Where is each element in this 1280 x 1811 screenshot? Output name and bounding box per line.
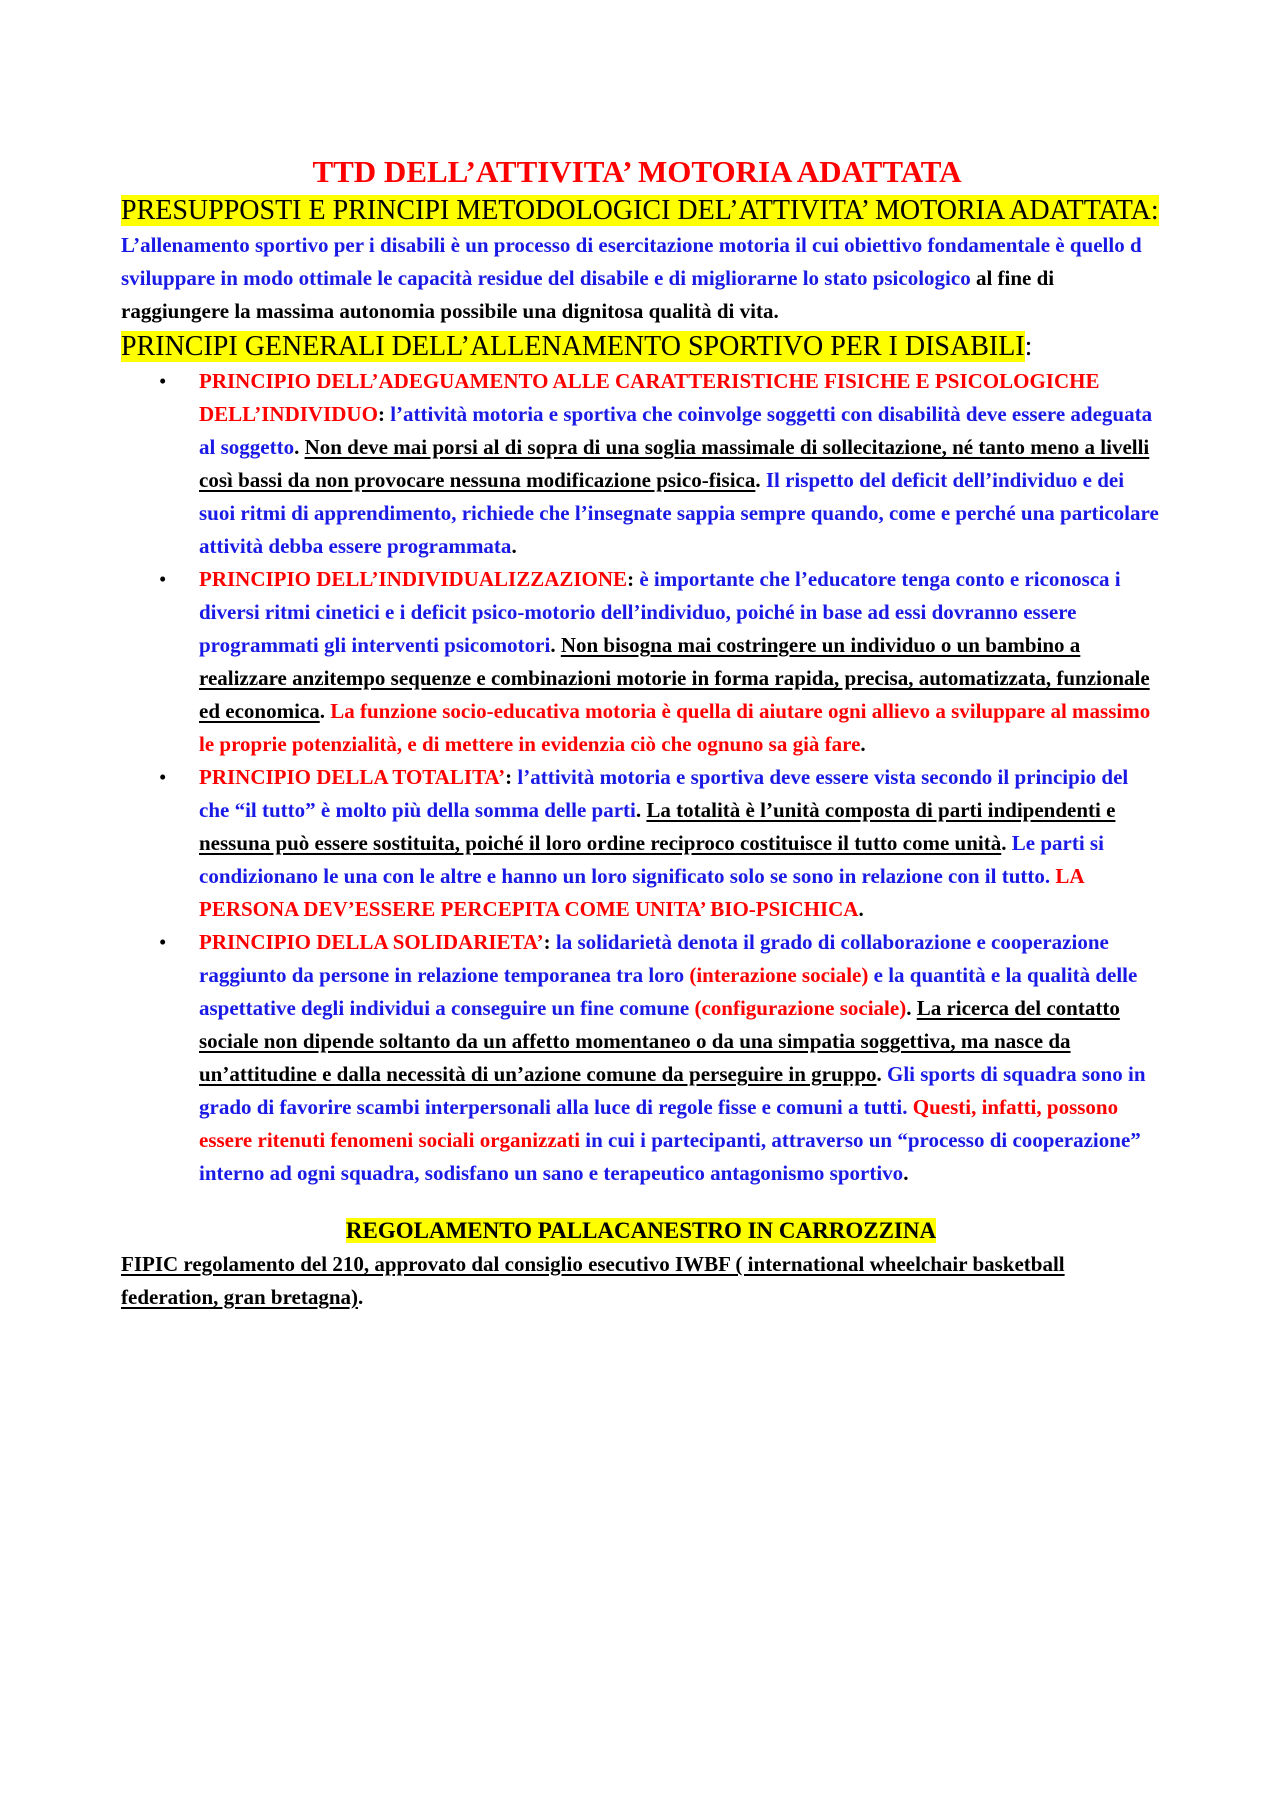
punctuation: : [543,930,556,954]
principle-emphasis: Questi, infatti, possono essere ritenuti fenomeni sociali organizzati [199,1095,1119,1152]
principle-description: l’attività motoria e sportiva deve essere vista secondo il principio del che “il tutto” è molto più della somma delle parti [199,765,1129,822]
principle-description: è importante che l’educatore tenga conto e riconosca i diversi ritmi cinetici e i deficit psico-motorio dell’individuo, poiché in base ad essi dovranno essere programmati gli interventi psicomotori [199,567,1121,657]
punctuation: . [550,633,561,657]
bullet-icon: • [159,765,167,789]
heading-presupposti-text: PRESUPPOSTI E PRINCIPI METODOLOGICI DEL’ATTIVITA’ MOTORIA ADATTATA: [121,195,1159,226]
principle-emphasis: LA PERSONA DEV’ESSERE PERCEPITA COME UNITA’ BIO-PSICHICA [199,864,1084,921]
heading-principi-generali [121,328,1161,365]
principle-detail: La funzione socio-educativa motoria è quella di aiutare ogni allievo a sviluppare al massimo le proprie potenzialità, e di mettere in evidenzia ciò che ognuno sa già fare [199,699,1151,756]
punctuation: . [858,897,864,921]
heading-principi-generali-text: PRINCIPI GENERALI DELL’ALLENAMENTO SPORTIVO PER I DISABILI [121,331,1025,362]
principle-description: l’attività motoria e sportiva che coinvolge soggetti con disabilità deve essere adeguata al soggetto [199,402,1153,459]
principle-term: (configurazione sociale) [694,996,907,1020]
underlined-statement: La ricerca del contatto sociale non dipende soltanto da un affetto momentaneo o da una simpatia soggettiva, ma nasce da un’attitudine e dalla necessità di un’azione comune da perseguire in gruppo [199,996,1120,1086]
document-page [121,152,1161,1314]
underlined-statement: Non bisogna mai costringere un individuo o un bambino a realizzare anzitempo sequenze e combinazioni motorie in forma rapida, precisa, automatizzata, funzionale ed economica [199,633,1150,723]
principle-detail: Le parti si condizionano le una con le altre e hanno un loro significato solo se sono in relazione con il tutto. [199,831,1104,888]
section-title-text: REGOLAMENTO PALLACANESTRO IN CARROZZINA [345,1218,937,1243]
intro-paragraph [121,229,1161,328]
punctuation: . [294,435,305,459]
principle-detail: Gli sports di squadra sono in grado di favorire scambi interpersonali alla luce di regole fisse e comuni a tutti. [199,1062,1146,1119]
section-title-regolamento [121,1214,1161,1248]
principle-title: PRINCIPIO DELL’ADEGUAMENTO ALLE CARATTERISTICHE FISICHE E PSICOLOGICHE DELL’INDIVIDUO [199,369,1100,426]
punctuation: . [860,732,866,756]
underlined-statement: La totalità è l’unità composta di parti indipendenti e nessuna può essere sostituita, poiché il loro ordine reciproco costituisce il tutto come unità [199,798,1116,855]
principle-title: PRINCIPIO DELLA SOLIDARIETA’ [199,930,544,954]
intro-black-text: al fine di raggiungere la massima autonomia possibile una dignitosa qualità di vita. [121,266,1055,323]
principle-detail-cont: in cui i partecipanti, attraverso un “processo di cooperazione” interno ad ogni squadra, sodisfano un sano e terapeutico antagonismo sportivo [199,1128,1141,1185]
heading-principi-generali-colon: : [1024,331,1033,362]
list-item [121,563,1161,761]
document-title: TTD DELL’ATTIVITA’ MOTORIA ADATTATA [312,154,962,189]
punctuation: . [1001,831,1012,855]
principle-term: (interazione sociale) [689,963,869,987]
principle-title: PRINCIPIO DELLA TOTALITA’ [199,765,506,789]
intro-blue-text: L’allenamento sportivo per i disabili è un processo di esercitazione motoria il cui obiettivo fondamentale è quello d sviluppare in modo ottimale le capacità residue del disabile e di migliorarne lo stato psicologico [121,233,1142,290]
underlined-statement: Non deve mai porsi al di sopra di una soglia massimale di sollecitazione, né tanto meno a livelli così bassi da non provocare nessuna modificazione psico-fisica [199,435,1150,492]
punctuation: . [319,699,331,723]
principle-description: la solidarietà denota il grado di collaborazione e cooperazione raggiunto da persone in relazione temporanea tra loro [199,930,1109,987]
punctuation: . [903,1161,909,1185]
bullet-icon: • [159,567,167,591]
bullet-icon: • [159,369,167,393]
principle-title: PRINCIPIO DELL’INDIVIDUALIZZAZIONE [199,567,628,591]
punctuation: . [358,1285,364,1309]
bullet-icon: • [159,930,167,954]
punctuation: . [876,1062,887,1086]
principle-description-cont: e la quantità e la qualità delle aspettative degli individui a conseguire un fine comune [199,963,1138,1020]
punctuation: : [505,765,518,789]
list-item [121,761,1161,926]
fipic-text: FIPIC regolamento del 210, approvato dal consiglio esecutivo IWBF ( international wheelchair basketball federation, gran bretagna) [121,1252,1065,1309]
punctuation: . [906,996,917,1020]
punctuation: : [627,567,640,591]
punctuation: . [635,798,647,822]
principles-list [121,365,1161,1190]
list-item [121,926,1161,1190]
punctuation: : [377,402,391,426]
list-item [121,365,1161,563]
punctuation: . [511,534,517,558]
principle-detail: Il rispetto del deficit dell’individuo e dei suoi ritmi di apprendimento, richiede che l’insegnate sappia sempre quando, come e perché una particolare attività debba essere programmata [199,468,1159,558]
fipic-paragraph [121,1248,1161,1314]
heading-presupposti [121,192,1161,229]
punctuation: . [755,468,766,492]
